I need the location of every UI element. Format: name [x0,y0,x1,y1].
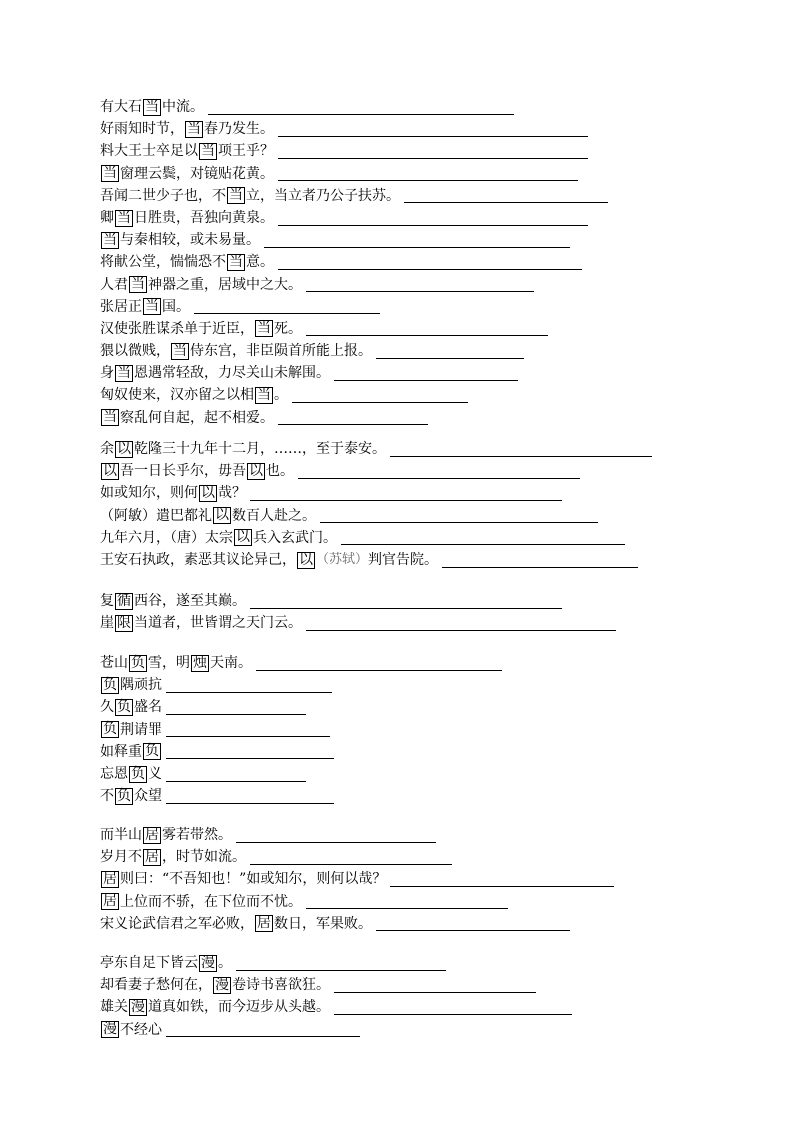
sentence-line [100,296,608,318]
highlighted-word: 负 [117,787,131,804]
sentence-text: 数百人赴之。 [232,507,316,524]
highlighted-word: 当 [103,165,117,182]
sentence-text: 忘恩 [100,765,128,782]
answer-blank[interactable] [256,656,502,671]
sentence-line [100,891,614,913]
answer-blank[interactable] [278,410,428,425]
sentence-line [100,482,652,504]
sentence-line [100,590,616,612]
sentence-text: 。 [218,955,232,971]
sentence-text: 春乃发生。 [204,121,274,138]
answer-blank[interactable] [306,321,548,336]
sentence-text: 猥以微贱， [100,343,170,360]
sentence-text: 复 [100,593,114,609]
sentence-line [100,407,608,429]
sentence-text: 意。 [246,254,274,271]
sentence-line [100,719,502,741]
highlighted-word: 当 [145,298,159,315]
sentence-line [100,974,572,996]
sentence-text: 不经心 [120,1021,162,1038]
answer-blank[interactable] [278,211,588,226]
sentence-line [100,696,502,718]
sentence-text: 九年六月，（唐）太宗 [100,529,233,546]
sentence-text: 西谷，遂至其巅。 [134,593,246,609]
sentence-text: 数日，军果败。 [274,915,372,932]
sentence-text: 好雨知时节， [100,121,184,138]
highlighted-word: 烛 [193,654,207,671]
sentence-text: 察乱何自起，起不相爱。 [120,409,274,426]
sentence-text: 义 [148,765,162,782]
answer-blank[interactable] [334,978,536,993]
answer-blank[interactable] [278,144,588,159]
highlighted-word: 居 [103,893,117,910]
sentence-text: 雾若带然。 [162,827,232,843]
answer-blank[interactable] [298,464,580,479]
sentence-text: 卷诗书喜欲狂。 [232,977,330,994]
sentence-line [100,549,652,571]
sentence-text: 立，当立者乃公子扶苏。 [246,187,400,204]
sentence-line [100,996,572,1018]
sentence-text: 却看妻子愁何在， [100,977,212,994]
answer-blank[interactable] [390,442,652,457]
sentence-line [100,824,614,846]
answer-blank[interactable] [236,828,436,843]
highlighted-word: 当 [187,120,201,137]
highlighted-word: 负 [103,721,117,738]
sentence-text: 将献公堂，惴惴恐不 [100,254,226,271]
sentence-text: 死。 [274,320,302,337]
answer-blank[interactable] [341,530,625,545]
highlighted-word: 当 [131,276,145,293]
sentence-text: 众望 [134,788,162,805]
highlighted-word: 以 [103,462,117,479]
sentence-line [100,384,608,406]
highlighted-word: 限 [117,614,131,631]
answer-blank[interactable] [278,255,582,270]
highlighted-word: 以 [236,529,250,546]
highlighted-word: 当 [103,231,117,248]
sentence-text: 与秦相较，或未易量。 [120,232,260,249]
answer-blank[interactable] [194,299,380,314]
sentence-text: 道真如铁，而今迈步从头越。 [148,999,330,1016]
sentence-line [100,612,616,634]
highlighted-word: 以 [117,440,131,457]
highlighted-word: 当 [201,142,215,159]
answer-blank[interactable] [306,894,508,909]
highlighted-word: 以 [201,484,215,501]
sentence-line [100,185,608,207]
highlighted-word: 当 [145,98,159,115]
sentence-text: 隅顽抗 [120,677,162,694]
sentence-text: 国。 [162,298,190,315]
sentence-text: 。 [274,387,288,404]
sentence-text: 岁月不 [100,849,142,866]
sentence-line [100,163,608,185]
highlighted-word: 漫 [131,998,145,1015]
sentence-text: 恩遇常轻敌，力尽关山未解围。 [134,365,330,382]
answer-blank[interactable] [166,722,330,737]
answer-blank[interactable] [278,122,588,137]
sentence-line [100,318,608,340]
sentence-text: 哉？ [218,485,246,502]
group-ju [100,824,614,935]
highlighted-word: 负 [131,765,145,782]
highlighted-word: 以 [299,551,313,568]
sentence-line [100,952,572,974]
answer-blank[interactable] [334,366,518,381]
answer-blank[interactable] [376,916,570,931]
sentence-line [100,362,608,384]
sentence-line [100,868,614,890]
answer-blank[interactable] [306,616,616,631]
sentence-line [100,527,652,549]
highlighted-word: 当 [257,320,271,337]
highlighted-word: 当 [117,209,131,226]
sentence-text: 天南。 [210,655,252,671]
sentence-text: 如或知尔，则何 [100,485,198,502]
answer-blank[interactable] [442,553,638,568]
sentence-text: 张居正 [100,298,142,315]
sentence-line [100,229,608,251]
sentence-text: 卿 [100,209,114,226]
group-fu [100,652,502,807]
sentence-text: 窗理云鬓，对镜贴花黄。 [120,165,274,182]
sentence-line [100,207,608,229]
answer-blank[interactable] [320,508,598,523]
sentence-text: 也。 [266,463,294,480]
sentence-text: 上位而不骄，在下位而不忧。 [120,893,302,910]
sentence-text: 余 [100,441,114,457]
sentence-text: 久 [100,699,114,716]
sentence-text: 中流。 [162,99,204,115]
highlighted-word: 当 [103,409,117,426]
sentence-line [100,763,502,785]
sentence-line [100,274,608,296]
highlighted-word: 居 [145,826,159,843]
sentence-text: 崖 [100,615,114,632]
sentence-text: 兵入玄武门。 [253,529,337,546]
sentence-text: 不 [100,788,114,805]
answer-blank[interactable] [334,1000,572,1015]
group-dang [100,96,608,429]
answer-blank[interactable] [166,767,306,782]
sentence-text: 侍东宫，非臣陨首所能上报。 [190,343,372,360]
answer-blank[interactable] [166,700,306,715]
answer-blank[interactable] [376,344,524,359]
sentence-text: 吾闻二世少子也，不 [100,187,226,204]
answer-blank[interactable] [292,388,468,403]
sentence-text: 荆请罪 [120,721,162,738]
highlighted-word: 循 [117,592,131,609]
sentence-text: 王安石执政，素恶其议论异己， [100,551,296,568]
sentence-text: 乾隆三十九年十二月，……，至于泰安。 [134,441,386,457]
answer-blank[interactable] [390,872,614,887]
sentence-text: 身 [100,365,114,382]
sentence-text: 判官告院。 [368,551,439,568]
answer-blank[interactable] [208,100,514,115]
sentence-line [100,785,502,807]
sentence-text: 宋义论武信君之军必败， [100,915,254,932]
answer-blank[interactable] [264,233,570,248]
sentence-text: 项王乎？ [218,143,274,160]
sentence-line [100,1019,572,1041]
answer-blank[interactable] [166,789,334,804]
sentence-text: 人君 [100,276,128,293]
annotation-text: （苏轼） [316,551,369,567]
answer-blank[interactable] [166,678,332,693]
sentence-line [100,741,502,763]
highlighted-word: 负 [145,743,159,760]
sentence-text: （阿敏）遣巴都礼 [100,507,212,524]
sentence-line [100,340,608,362]
sentence-line [100,674,502,696]
sentence-line [100,438,652,460]
answer-blank[interactable] [306,277,534,292]
answer-blank[interactable] [250,594,562,609]
highlighted-word: 负 [117,698,131,715]
sentence-text: 吾一日长乎尔，毋吾 [120,463,246,480]
sentence-text: 则曰：“不吾知也！”如或知尔，则何以哉？ [120,871,387,888]
sentence-line [100,460,652,482]
sentence-text: 盛名 [134,699,162,716]
highlighted-word: 当 [257,387,271,404]
sentence-text: 匈奴使来，汉亦留之以相 [100,387,254,404]
answer-blank[interactable] [236,956,446,971]
highlighted-word: 居 [145,848,159,865]
answer-blank[interactable] [250,486,562,501]
sentence-text: 如释重 [100,743,142,760]
highlighted-word: 漫 [201,954,215,971]
highlighted-word: 负 [103,676,117,693]
sentence-text: 而半山 [100,827,142,843]
highlighted-word: 负 [131,654,145,671]
answer-blank[interactable] [250,850,452,865]
group-xun-xian [100,590,616,634]
sentence-line [100,118,608,140]
sentence-text: 当道者，世皆谓之天门云。 [134,615,302,632]
highlighted-word: 以 [215,507,229,524]
sentence-text: 神器之重，居域中之大。 [148,276,302,293]
sentence-line [100,505,652,527]
sentence-line [100,140,608,162]
highlighted-word: 当 [117,364,131,381]
sentence-line [100,846,614,868]
highlighted-word: 以 [249,462,263,479]
sentence-text: 汉使张胜谋杀单于近臣， [100,320,254,337]
answer-blank[interactable] [166,744,334,759]
highlighted-word: 当 [229,253,243,270]
highlighted-word: 当 [173,342,187,359]
group-yi [100,438,652,571]
highlighted-word: 居 [103,870,117,887]
highlighted-word: 漫 [103,1021,117,1038]
sentence-line [100,96,608,118]
highlighted-word: 漫 [215,976,229,993]
sentence-text: 亭东自足下皆云 [100,955,198,971]
answer-blank[interactable] [404,188,608,203]
sentence-text: ，时节如流。 [162,849,246,866]
group-man [100,952,572,1041]
sentence-text: 苍山 [100,655,128,671]
sentence-line [100,251,608,273]
sentence-text: 雪，明 [148,655,190,671]
sentence-text: 雄关 [100,999,128,1016]
answer-blank[interactable] [166,1022,360,1037]
highlighted-word: 居 [257,915,271,932]
sentence-text: 日胜贵，吾独向黄泉。 [134,209,274,226]
highlighted-word: 当 [229,187,243,204]
answer-blank[interactable] [278,166,578,181]
sentence-line [100,913,614,935]
sentence-text: 料大王士卒足以 [100,143,198,160]
sentence-text: 有大石 [100,99,142,115]
sentence-line [100,652,502,674]
